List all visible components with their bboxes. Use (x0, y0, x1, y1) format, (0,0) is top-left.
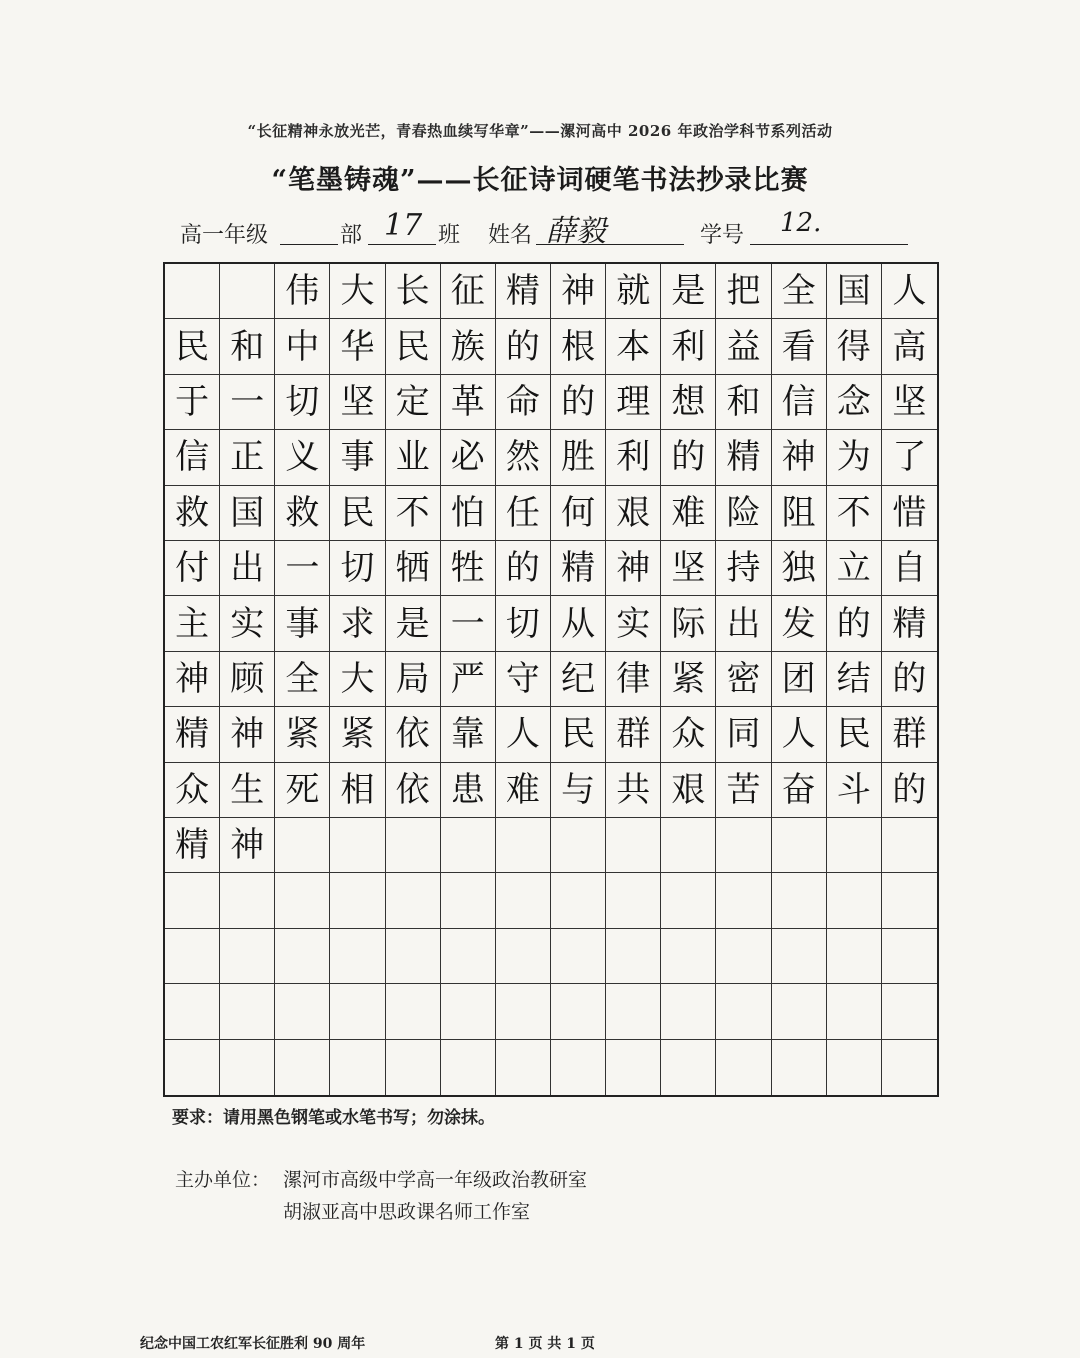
grid-cell[interactable] (220, 873, 275, 928)
grid-cell[interactable] (220, 984, 275, 1039)
grid-cell[interactable] (220, 1040, 275, 1095)
grid-cell[interactable]: 靠 (441, 707, 496, 762)
grid-cell[interactable] (772, 929, 827, 984)
grid-cell[interactable]: 是 (386, 596, 441, 651)
organizer-label: 主办单位： (175, 1169, 271, 1191)
footer-commemoration: 纪念中国工农红军长征胜利 90 周年 (140, 1336, 366, 1352)
grid-cell[interactable]: 坚 (330, 375, 385, 430)
grid-cell[interactable]: 神 (220, 707, 275, 762)
grid-cell[interactable]: 切 (330, 541, 385, 596)
grid-cell[interactable]: 全 (772, 264, 827, 319)
grid-cell[interactable] (551, 818, 606, 873)
grid-cell[interactable]: 把 (716, 264, 771, 319)
grid-cell[interactable]: 国 (827, 264, 882, 319)
name-blank[interactable] (536, 214, 684, 249)
grid-cell[interactable]: 革 (441, 375, 496, 430)
grid-cell[interactable] (661, 984, 716, 1039)
grid-cell[interactable]: 中 (275, 319, 330, 374)
grid-cell[interactable]: 律 (606, 652, 661, 707)
grid-cell[interactable] (496, 1040, 551, 1095)
grid-cell[interactable] (661, 929, 716, 984)
grid-cell[interactable]: 一 (441, 596, 496, 651)
grid-cell[interactable]: 精 (496, 264, 551, 319)
grid-cell[interactable] (330, 984, 385, 1039)
grid-cell[interactable]: 神 (772, 430, 827, 485)
grid-cell[interactable] (551, 984, 606, 1039)
grid-cell[interactable]: 难 (496, 763, 551, 818)
grid-cell[interactable] (386, 818, 441, 873)
grid-cell[interactable] (772, 1040, 827, 1095)
grid-cell[interactable]: 局 (386, 652, 441, 707)
grid-cell[interactable] (441, 984, 496, 1039)
grid-cell[interactable]: 与 (551, 763, 606, 818)
grid-cell[interactable] (827, 873, 882, 928)
grid-cell[interactable]: 险 (716, 486, 771, 541)
grid-cell[interactable] (386, 1040, 441, 1095)
grid-cell[interactable]: 从 (551, 596, 606, 651)
grid-cell[interactable] (772, 873, 827, 928)
grid-cell[interactable] (827, 1040, 882, 1095)
grid-cell[interactable]: 民 (330, 486, 385, 541)
grid-cell[interactable]: 族 (441, 319, 496, 374)
grid-cell[interactable] (606, 818, 661, 873)
grid-cell[interactable] (496, 818, 551, 873)
competition-title: “笔墨铸魂”——长征诗词硬笔书法抄录比赛 (271, 165, 809, 196)
grid-cell[interactable]: 神 (165, 652, 220, 707)
grid-cell[interactable]: 紧 (330, 707, 385, 762)
grid-cell[interactable]: 主 (165, 596, 220, 651)
student-info-row (170, 208, 930, 252)
grid-cell[interactable]: 义 (275, 430, 330, 485)
grid-cell[interactable]: 人 (772, 707, 827, 762)
grid-cell[interactable]: 精 (882, 596, 937, 651)
grid-cell[interactable]: 征 (441, 264, 496, 319)
grid-cell[interactable]: 同 (716, 707, 771, 762)
grid-cell[interactable]: 何 (551, 486, 606, 541)
grid-cell[interactable] (275, 1040, 330, 1095)
grid-cell[interactable] (606, 929, 661, 984)
grid-cell[interactable]: 惜 (882, 486, 937, 541)
grid-cell[interactable]: 持 (716, 541, 771, 596)
grid-cell[interactable]: 益 (716, 319, 771, 374)
grid-cell[interactable] (606, 873, 661, 928)
grid-cell[interactable]: 神 (606, 541, 661, 596)
dept-blank[interactable] (280, 244, 338, 245)
grid-cell[interactable]: 于 (165, 375, 220, 430)
grid-cell[interactable] (330, 1040, 385, 1095)
grid-cell[interactable]: 严 (441, 652, 496, 707)
grid-cell[interactable]: 坚 (882, 375, 937, 430)
grid-cell[interactable]: 业 (386, 430, 441, 485)
grid-cell[interactable] (386, 984, 441, 1039)
grid-cell[interactable]: 艰 (606, 486, 661, 541)
grid-cell[interactable]: 的 (882, 652, 937, 707)
grid-cell[interactable]: 自 (882, 541, 937, 596)
grid-cell[interactable]: 救 (275, 486, 330, 541)
grid-cell[interactable]: 国 (220, 486, 275, 541)
grid-cell[interactable]: 阻 (772, 486, 827, 541)
grid-cell[interactable]: 的 (882, 763, 937, 818)
grid-cell[interactable]: 神 (220, 818, 275, 873)
name-label: 姓名 (488, 223, 533, 248)
grid-cell[interactable] (220, 264, 275, 319)
grid-cell[interactable]: 信 (165, 430, 220, 485)
grid-cell[interactable] (496, 984, 551, 1039)
grid-cell[interactable]: 立 (827, 541, 882, 596)
grid-cell[interactable] (275, 929, 330, 984)
grid-cell[interactable] (220, 929, 275, 984)
grid-cell[interactable]: 付 (165, 541, 220, 596)
grid-cell[interactable] (606, 1040, 661, 1095)
grid-cell[interactable] (386, 929, 441, 984)
grid-cell[interactable] (441, 873, 496, 928)
grid-cell[interactable] (772, 984, 827, 1039)
grid-cell[interactable]: 实 (220, 596, 275, 651)
grid-cell[interactable]: 大 (330, 652, 385, 707)
grid-cell[interactable]: 不 (386, 486, 441, 541)
grid-cell[interactable]: 结 (827, 652, 882, 707)
grid-cell[interactable] (496, 873, 551, 928)
dept-label: 部 (340, 223, 363, 248)
grid-cell[interactable] (716, 1040, 771, 1095)
grid-cell[interactable] (882, 1040, 937, 1095)
grid-cell[interactable]: 患 (441, 763, 496, 818)
grid-cell[interactable]: 牲 (441, 541, 496, 596)
grid-cell[interactable]: 斗 (827, 763, 882, 818)
event-subtitle: “长征精神永放光芒，青春热血续写华章”——漯河高中 2026 年政治学科节系列活动 (247, 122, 833, 140)
grid-cell[interactable] (386, 873, 441, 928)
grid-cell[interactable] (165, 929, 220, 984)
grid-cell[interactable]: 发 (772, 596, 827, 651)
grid-cell[interactable]: 伟 (275, 264, 330, 319)
grid-cell[interactable]: 精 (165, 818, 220, 873)
grid-cell[interactable] (661, 873, 716, 928)
writing-grid (163, 262, 939, 1097)
grid-cell[interactable] (441, 1040, 496, 1095)
grid-cell[interactable] (441, 818, 496, 873)
grid-cell[interactable]: 民 (386, 319, 441, 374)
grid-cell[interactable] (772, 818, 827, 873)
grid-cell[interactable]: 必 (441, 430, 496, 485)
grid-cell[interactable]: 华 (330, 319, 385, 374)
grid-cell[interactable]: 根 (551, 319, 606, 374)
grid-cell[interactable] (882, 984, 937, 1039)
grid-cell[interactable]: 的 (551, 375, 606, 430)
grid-cell[interactable]: 一 (220, 375, 275, 430)
grid-cell[interactable]: 纪 (551, 652, 606, 707)
grid-cell[interactable]: 实 (606, 596, 661, 651)
grid-cell[interactable]: 看 (772, 319, 827, 374)
grid-cell[interactable]: 和 (220, 319, 275, 374)
grid-cell[interactable]: 的 (496, 319, 551, 374)
id-label: 学号 (700, 223, 745, 248)
grid-cell[interactable] (882, 929, 937, 984)
grid-cell[interactable] (441, 929, 496, 984)
grid-cell[interactable]: 神 (551, 264, 606, 319)
grid-cell[interactable]: 事 (275, 596, 330, 651)
grid-cell[interactable]: 的 (827, 596, 882, 651)
grid-cell[interactable] (165, 1040, 220, 1095)
grid-cell[interactable] (882, 818, 937, 873)
grid-cell[interactable] (330, 873, 385, 928)
grid-cell[interactable]: 的 (496, 541, 551, 596)
grid-cell[interactable]: 出 (716, 596, 771, 651)
grid-cell[interactable] (716, 873, 771, 928)
grid-cell[interactable]: 出 (220, 541, 275, 596)
grid-cell[interactable]: 救 (165, 486, 220, 541)
grid-cell[interactable]: 的 (661, 430, 716, 485)
grid-cell[interactable] (716, 818, 771, 873)
grid-cell[interactable] (827, 984, 882, 1039)
grid-cell[interactable] (551, 929, 606, 984)
grid-cell[interactable]: 群 (606, 707, 661, 762)
grid-cell[interactable]: 死 (275, 763, 330, 818)
grid-cell[interactable]: 念 (827, 375, 882, 430)
grid-cell[interactable]: 理 (606, 375, 661, 430)
grid-cell[interactable] (827, 929, 882, 984)
grid-cell[interactable]: 得 (827, 319, 882, 374)
grid-cell[interactable]: 全 (275, 652, 330, 707)
grid-cell[interactable]: 际 (661, 596, 716, 651)
grid-cell[interactable]: 就 (606, 264, 661, 319)
grid-cell[interactable]: 人 (882, 264, 937, 319)
class-blank[interactable] (368, 208, 436, 245)
class-value: 17 (384, 208, 423, 243)
grid-cell[interactable]: 命 (496, 375, 551, 430)
grid-cell[interactable]: 艰 (661, 763, 716, 818)
grid-cell[interactable] (496, 929, 551, 984)
grid-cell[interactable]: 守 (496, 652, 551, 707)
grid-cell[interactable]: 不 (827, 486, 882, 541)
grid-cell[interactable]: 奋 (772, 763, 827, 818)
grid-cell[interactable]: 精 (551, 541, 606, 596)
grid-cell[interactable] (165, 873, 220, 928)
grid-cell[interactable]: 事 (330, 430, 385, 485)
grid-cell[interactable]: 利 (606, 430, 661, 485)
grid-cell[interactable]: 民 (827, 707, 882, 762)
grid-cell[interactable] (165, 984, 220, 1039)
grid-cell[interactable]: 群 (882, 707, 937, 762)
requirement-note: 要求：请用黑色钢笔或水笔书写；勿涂抹。 (172, 1108, 495, 1128)
grid-cell[interactable]: 顾 (220, 652, 275, 707)
grid-cell[interactable] (716, 929, 771, 984)
grid-cell[interactable] (827, 818, 882, 873)
grid-cell[interactable] (165, 264, 220, 319)
grid-cell[interactable]: 怕 (441, 486, 496, 541)
grade-label: 高一年级 (180, 223, 269, 248)
name-value: 薛毅 (546, 214, 606, 249)
grid-cell[interactable]: 切 (496, 596, 551, 651)
grid-cell[interactable]: 苦 (716, 763, 771, 818)
grid-cell[interactable]: 是 (661, 264, 716, 319)
grid-cell[interactable] (716, 984, 771, 1039)
grid-cell[interactable]: 定 (386, 375, 441, 430)
grid-cell[interactable] (330, 818, 385, 873)
grid-cell[interactable]: 胜 (551, 430, 606, 485)
grid-cell[interactable] (661, 1040, 716, 1095)
grid-cell[interactable]: 精 (716, 430, 771, 485)
grid-cell[interactable] (606, 984, 661, 1039)
grid-cell[interactable]: 利 (661, 319, 716, 374)
grid-cell[interactable]: 众 (165, 763, 220, 818)
footer-page-number: 第 1 页 共 1 页 (495, 1336, 595, 1352)
grid-cell[interactable] (330, 929, 385, 984)
grid-cell[interactable]: 紧 (275, 707, 330, 762)
organizer-line-2: 胡淑亚高中思政课名师工作室 (283, 1201, 531, 1223)
grid-cell[interactable]: 依 (386, 707, 441, 762)
id-blank[interactable] (750, 208, 908, 245)
grid-cell[interactable] (275, 818, 330, 873)
grid-cell[interactable]: 民 (165, 319, 220, 374)
grid-cell[interactable]: 为 (827, 430, 882, 485)
grid-cell[interactable]: 众 (661, 707, 716, 762)
grid-cell[interactable] (275, 984, 330, 1039)
class-label: 班 (438, 223, 461, 248)
grid-cell[interactable] (551, 1040, 606, 1095)
grid-cell[interactable]: 难 (661, 486, 716, 541)
grid-cell[interactable] (882, 873, 937, 928)
grid-cell[interactable] (275, 873, 330, 928)
grid-cell[interactable]: 民 (551, 707, 606, 762)
grid-cell[interactable]: 坚 (661, 541, 716, 596)
grid-cell[interactable]: 然 (496, 430, 551, 485)
grid-cell[interactable]: 牺 (386, 541, 441, 596)
grid-cell[interactable]: 高 (882, 319, 937, 374)
grid-cell[interactable]: 密 (716, 652, 771, 707)
grid-cell[interactable]: 依 (386, 763, 441, 818)
grid-cell[interactable]: 求 (330, 596, 385, 651)
grid-cell[interactable]: 大 (330, 264, 385, 319)
grid-cell[interactable]: 长 (386, 264, 441, 319)
grid-cell[interactable]: 信 (772, 375, 827, 430)
grid-cell[interactable]: 生 (220, 763, 275, 818)
id-value: 12. (780, 208, 822, 238)
organizer-line-1: 漯河市高级中学高一年级政治教研室 (283, 1169, 588, 1191)
grid-cell[interactable]: 想 (661, 375, 716, 430)
grid-cell[interactable]: 了 (882, 430, 937, 485)
grid-cell[interactable]: 共 (606, 763, 661, 818)
grid-cell[interactable]: 人 (496, 707, 551, 762)
grid-cell[interactable]: 和 (716, 375, 771, 430)
grid-cell[interactable]: 一 (275, 541, 330, 596)
grid-cell[interactable]: 精 (165, 707, 220, 762)
grid-cell[interactable] (551, 873, 606, 928)
grid-cell[interactable]: 切 (275, 375, 330, 430)
grid-cell[interactable]: 团 (772, 652, 827, 707)
grid-cell[interactable]: 相 (330, 763, 385, 818)
grid-cell[interactable]: 紧 (661, 652, 716, 707)
grid-cell[interactable]: 任 (496, 486, 551, 541)
grid-cell[interactable]: 本 (606, 319, 661, 374)
grid-cell[interactable]: 正 (220, 430, 275, 485)
grid-cell[interactable]: 独 (772, 541, 827, 596)
grid-cell[interactable] (661, 818, 716, 873)
